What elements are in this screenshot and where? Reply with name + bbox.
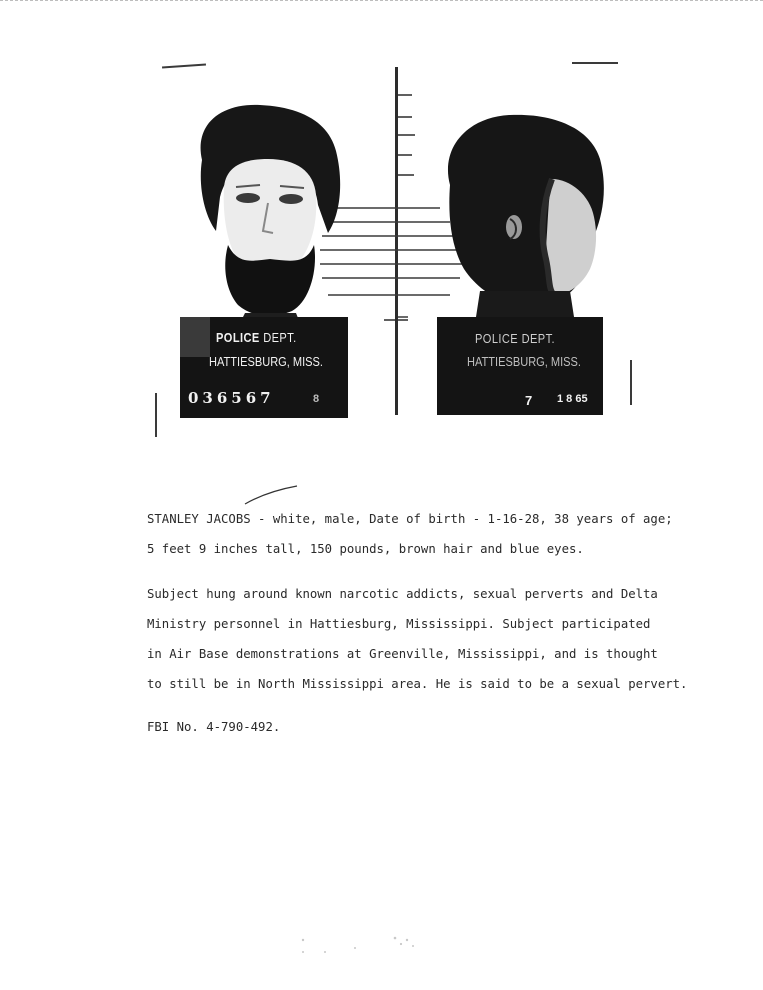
placard-city: HATTIESBURG, MISS. <box>209 354 323 369</box>
placard-date: 8 <box>313 393 320 405</box>
side-view-figure <box>448 115 604 317</box>
activity-line: to still be in North Mississippi area. He is said to be a sexual pervert. <box>147 677 688 691</box>
pen-tick-mark <box>243 484 303 506</box>
subject-identity-line: STANLEY JACOBS - white, male, Date of birth - 1-16-28, 38 years of age; <box>147 512 673 526</box>
side-placard <box>437 317 603 415</box>
fbi-number <box>147 720 717 735</box>
placard-number: 036567 <box>188 389 275 407</box>
side-placard-city: HATTIESBURG, MISS. <box>467 354 581 369</box>
mugshot-photo <box>150 55 640 445</box>
front-view-figure <box>201 105 341 323</box>
activity-line: in Air Base demonstrations at Greenville, Mississippi, and is thought <box>147 647 658 661</box>
side-placard-date-left: 7 <box>525 393 533 408</box>
placard-dept-rest: DEPT. <box>259 330 297 345</box>
subject-description <box>147 512 717 557</box>
page-top-border <box>0 0 763 1</box>
activity-line: Subject hung around known narcotic addicts, sexual perverts and Delta <box>147 587 658 601</box>
subject-physical-line: 5 feet 9 inches tall, 150 pounds, brown hair and blue eyes. <box>147 542 584 556</box>
front-placard <box>180 317 348 418</box>
fbi-number-text: FBI No. 4-790-492. <box>147 720 281 734</box>
activity-line: Ministry personnel in Hattiesburg, Mississippi. Subject participated <box>147 617 651 631</box>
side-placard-dept: POLICE DEPT. <box>475 331 556 346</box>
side-placard-date-right: 1 8 65 <box>557 393 588 405</box>
subject-activity-paragraph <box>147 587 717 692</box>
placard-dept-strong: POLICE <box>216 330 260 345</box>
placard-dept <box>216 330 297 345</box>
scan-specks <box>295 932 435 962</box>
